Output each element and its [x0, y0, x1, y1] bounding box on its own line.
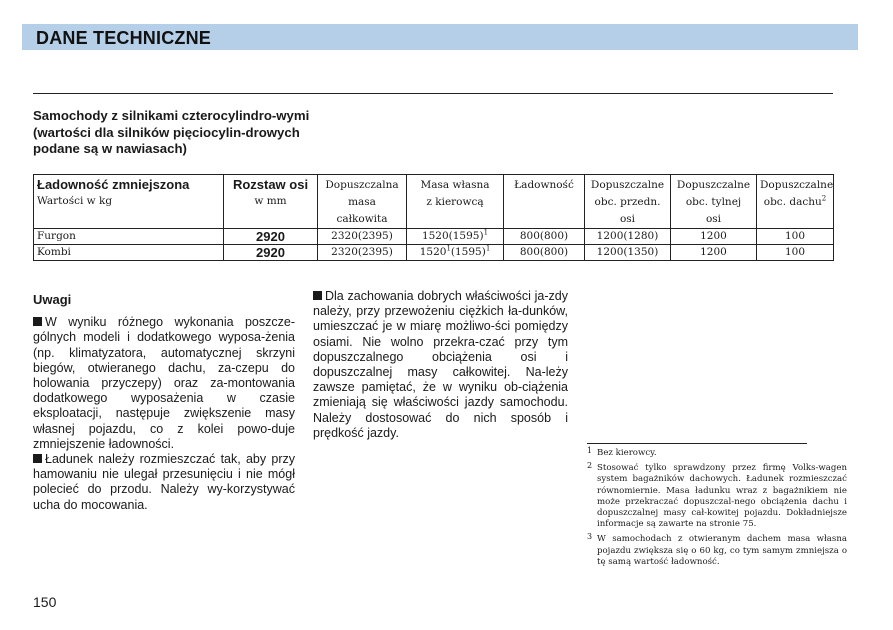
header-rear-axle	[671, 175, 757, 229]
header-capacity-title: Ładowność zmniejszona	[37, 177, 190, 192]
page-title: DANE TECHNICZNE	[36, 28, 212, 48]
cell-rear-axle: 1200	[671, 245, 757, 261]
advice-text: Dla zachowania dobrych właściwości ja-zdy należy, przy przewożeniu ciężkich ła-dunków, umieszczać je w miarę możliwo-ści pomiędzy osiami. Nie wolno przekra-czać przy tym dopuszczalnego obciążenia osi i dopuszczalnej masy całkowitej. Na-leży zawsze pamiętać, że w wyniku ob-ciążenia zmieniają się właściwości jazdy samochodu. Należy dostosować do nich sposób i prędkość jazdy.	[313, 289, 568, 440]
header-own-mass	[407, 175, 504, 229]
table-row	[34, 245, 834, 261]
footnote-number: 3	[587, 532, 593, 542]
header-roof-load	[757, 175, 834, 229]
cell-model: Furgon	[34, 229, 224, 245]
section-heading: Samochody z silnikami czterocylindro-wymi (wartości dla silników pięciocylin-drowych podane są w nawiasach)	[33, 108, 310, 156]
own-mass-value: 1520	[419, 246, 447, 258]
cell-wheelbase: 2920	[224, 245, 318, 261]
footnote-number: 1	[587, 446, 593, 455]
header-line: całkowita	[336, 213, 388, 225]
footnote-ref: 2	[821, 194, 827, 203]
cell-front-axle: 1200(1350)	[585, 245, 671, 261]
footnote-item	[587, 448, 847, 459]
table-row	[34, 229, 834, 245]
footnote-item	[587, 463, 847, 530]
advice-paragraph	[313, 289, 568, 441]
cell-payload: 800(800)	[504, 245, 585, 261]
bullet-square-icon	[33, 317, 42, 326]
notes-title: Uwagi	[33, 292, 72, 307]
cell-rear-axle: 1200	[671, 229, 757, 245]
notes-paragraph	[33, 315, 295, 452]
header-capacity	[34, 175, 224, 229]
header-line: masa	[348, 196, 376, 208]
notes-column	[33, 292, 295, 513]
cell-wheelbase: 2920	[224, 229, 318, 245]
spec-table	[33, 174, 834, 261]
footnote-text: Stosować tylko sprawdzony przez firmę Volks-wagen system bagażników dachowych. Ładunek rozmieszczać równomiernie. Masa ładunku wraz z bagażnikiem nie może przekraczać dopuszczal-nego obciążenia dachu i dopuszczalnej masy cał-kowitej pojazdu. Dokładniejsze informacje są zawarte na stronie 75.	[597, 463, 847, 530]
page-number: 150	[33, 594, 57, 610]
header-wheelbase-title: Rozstaw osi	[232, 177, 309, 192]
footnote-ref: 1	[483, 228, 489, 237]
header-line: Dopuszczalne	[590, 179, 665, 191]
header-line: obc. dachu	[763, 196, 822, 208]
header-capacity-unit: Wartości w kg	[37, 195, 113, 207]
header-line: osi	[619, 213, 636, 225]
header-line: Masa własna	[420, 179, 490, 191]
footnote-ref: 1	[485, 244, 491, 253]
notes-text: W wyniku różnego wykonania poszcze-gólnych modeli i dodatkowego wyposa-żenia (np. klimatyzatora, automatycznej skrzyni biegów, otwieranego dachu, za-czepu do holowania przyczepy) oraz za-montowania dodatkowego wyposażenia w czasie eksploatacji, następuje zwiększenie masy własnej pojazdu, co z kolei powo-duje zmniejszenie ładowności.	[33, 315, 295, 451]
header-line: z kierowcą	[426, 196, 484, 208]
header-wheelbase	[224, 175, 318, 229]
cell-model: Kombi	[34, 245, 224, 261]
cell-own-mass	[407, 245, 504, 261]
notes-text: Ładunek należy rozmieszczać tak, aby przy hamowaniu nie ulegał przesunięciu i nie mógł polecieć do przodu. Należy wy-korzystywać ucha do mocowania.	[33, 452, 295, 512]
header-line: Dopuszczalne	[676, 179, 751, 191]
header-line: obc. tylnej	[685, 196, 742, 208]
header-payload	[504, 175, 585, 229]
cell-gross-mass: 2320(2395)	[318, 229, 407, 245]
cell-front-axle: 1200(1280)	[585, 229, 671, 245]
table-header-row	[34, 175, 834, 229]
header-line: obc. przedn.	[594, 196, 661, 208]
footnote-ref: 1	[446, 244, 451, 253]
header-front-axle	[585, 175, 671, 229]
notes-paragraph	[33, 452, 295, 513]
header-rule	[33, 93, 833, 94]
header-gross-mass	[318, 175, 407, 229]
bullet-square-icon	[33, 454, 42, 463]
own-mass-value: 1520(1595)	[421, 230, 484, 242]
cell-roof-load: 100	[757, 245, 834, 261]
bullet-square-icon	[313, 291, 322, 300]
own-mass-value-alt: (1595)	[450, 246, 486, 258]
header-line: osi	[705, 213, 722, 225]
footnotes	[587, 448, 847, 572]
header-line: Dopuszczalna	[325, 179, 399, 191]
footnote-rule	[587, 443, 807, 444]
footnote-text: W samochodach z otwieranym dachem masa własna pojazdu zwiększa się o 60 kg, co tym samym zmniejsza o tę samą wartość ładowność.	[597, 534, 847, 567]
header-line: Ładowność	[514, 179, 574, 191]
footnote-number: 2	[587, 461, 593, 471]
cell-gross-mass: 2320(2395)	[318, 245, 407, 261]
footnote-item	[587, 534, 847, 568]
footnote-text: Bez kierowcy.	[597, 448, 657, 458]
cell-own-mass	[407, 229, 504, 245]
cell-roof-load: 100	[757, 229, 834, 245]
header-line: Dopuszczalne	[760, 179, 834, 191]
cell-payload: 800(800)	[504, 229, 585, 245]
loading-advice	[313, 289, 568, 441]
header-wheelbase-unit: w mm	[254, 195, 287, 207]
